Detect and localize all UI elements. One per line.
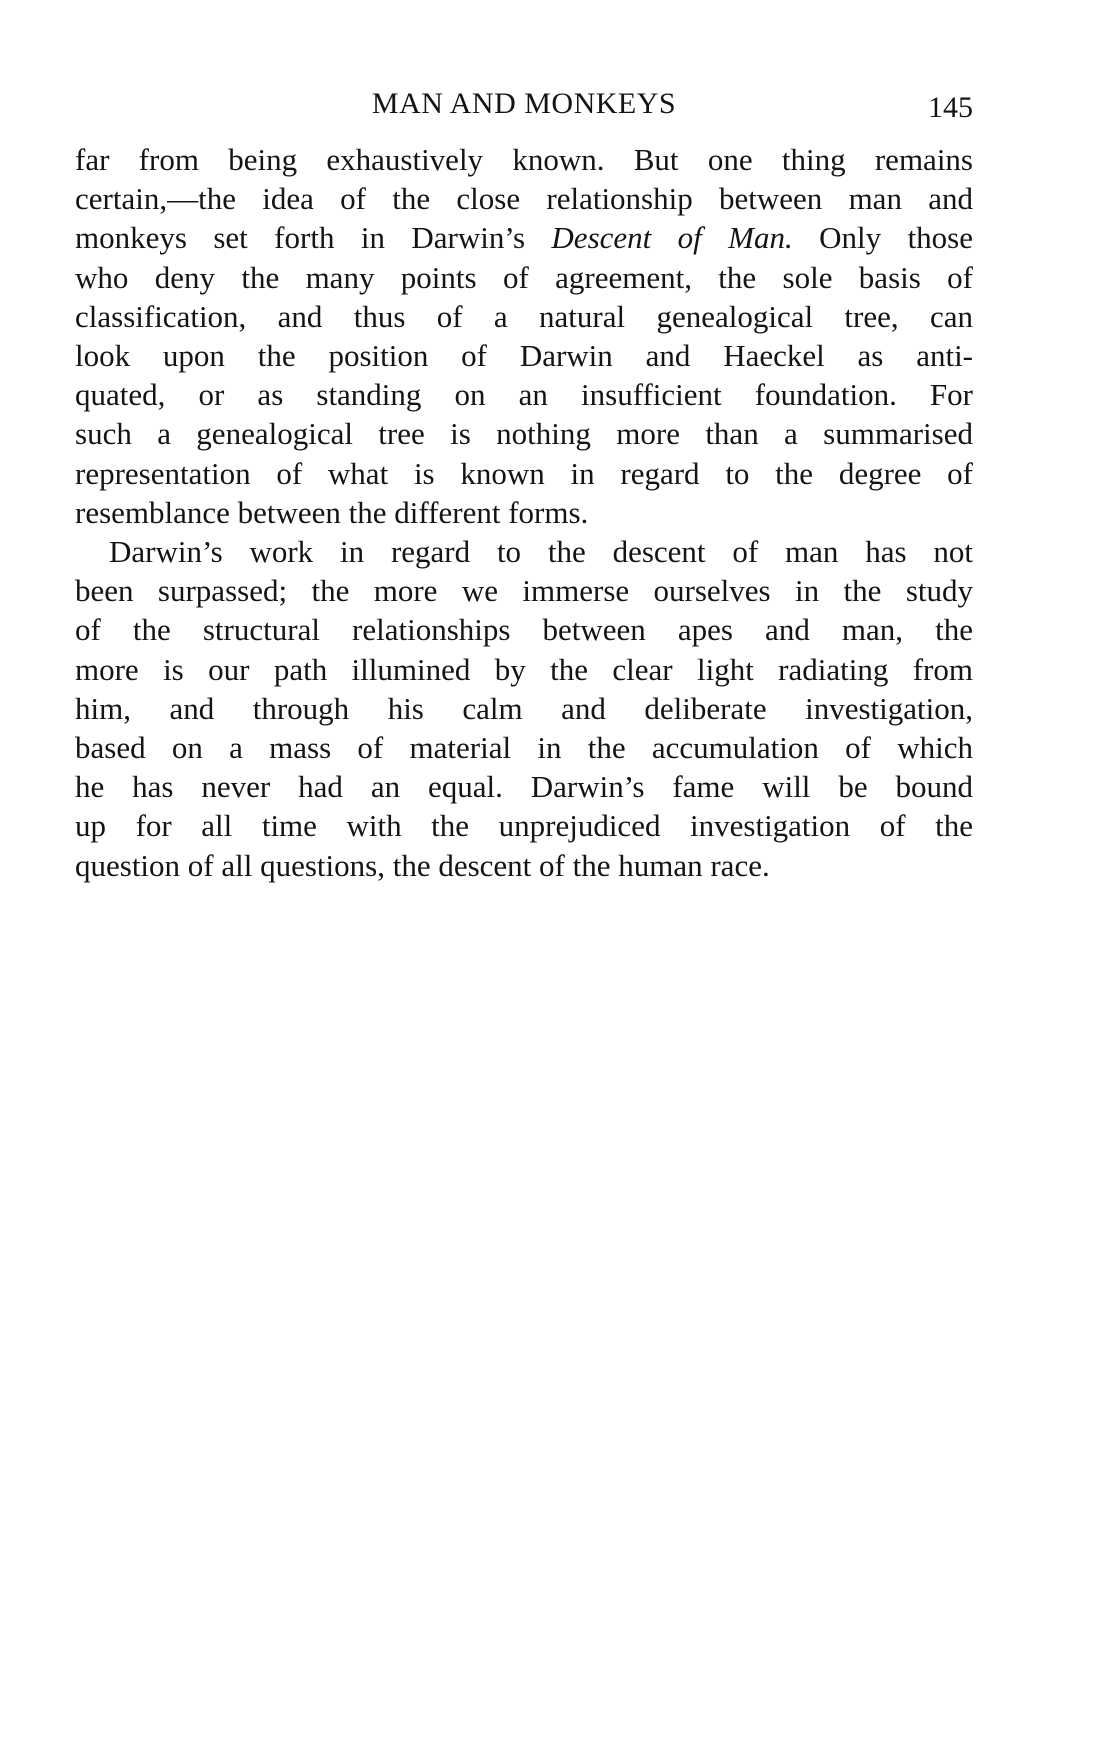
paragraph-1 bbox=[75, 140, 973, 532]
text-line: question of all questions, the descent of the human race. bbox=[75, 847, 770, 883]
text-line: he has never had an equal. Darwin’s fame will be bound bbox=[75, 769, 973, 805]
text-line: of the structural relationships between apes and man, the bbox=[75, 612, 973, 648]
text-line: him, and through his calm and deliberate investigation, bbox=[75, 690, 973, 726]
body-text bbox=[75, 140, 973, 885]
page-number: 145 bbox=[928, 91, 973, 124]
text-line: look upon the position of Darwin and Haeckel as anti- bbox=[75, 338, 973, 374]
text-line: up for all time with the unprejudiced investigation of the bbox=[75, 808, 973, 844]
text-line: who deny the many points of agreement, the sole basis of bbox=[75, 259, 973, 295]
text-line: been surpassed; the more we immerse ourselves in the study bbox=[75, 573, 973, 609]
text-line: classification, and thus of a natural genealogical tree, can bbox=[75, 298, 973, 334]
text-line-with-title bbox=[75, 218, 973, 257]
text-line: resemblance between the different forms. bbox=[75, 494, 589, 530]
text-fragment: Only those bbox=[792, 220, 973, 256]
text-fragment: monkeys set forth in Darwin’s bbox=[75, 220, 552, 256]
text-line: more is our path illumined by the clear light radiating from bbox=[75, 651, 973, 687]
paragraph-2 bbox=[75, 532, 973, 885]
text-line: based on a mass of material in the accumulation of which bbox=[75, 730, 973, 766]
text-line: quated, or as standing on an insufficient foundation. For bbox=[75, 377, 973, 413]
text-line: certain,—the idea of the close relationship between man and bbox=[75, 181, 973, 217]
running-head bbox=[75, 84, 973, 124]
text-line: such a genealogical tree is nothing more than a summarised bbox=[75, 416, 973, 452]
text-line: Darwin’s work in regard to the descent of man has not bbox=[109, 534, 973, 570]
text-line: representation of what is known in regard to the degree of bbox=[75, 455, 973, 491]
text-line: far from being exhaustively known. But one thing remains bbox=[75, 142, 973, 177]
running-title: MAN AND MONKEYS bbox=[371, 87, 677, 120]
book-title-italic: Descent of Man. bbox=[551, 220, 793, 256]
